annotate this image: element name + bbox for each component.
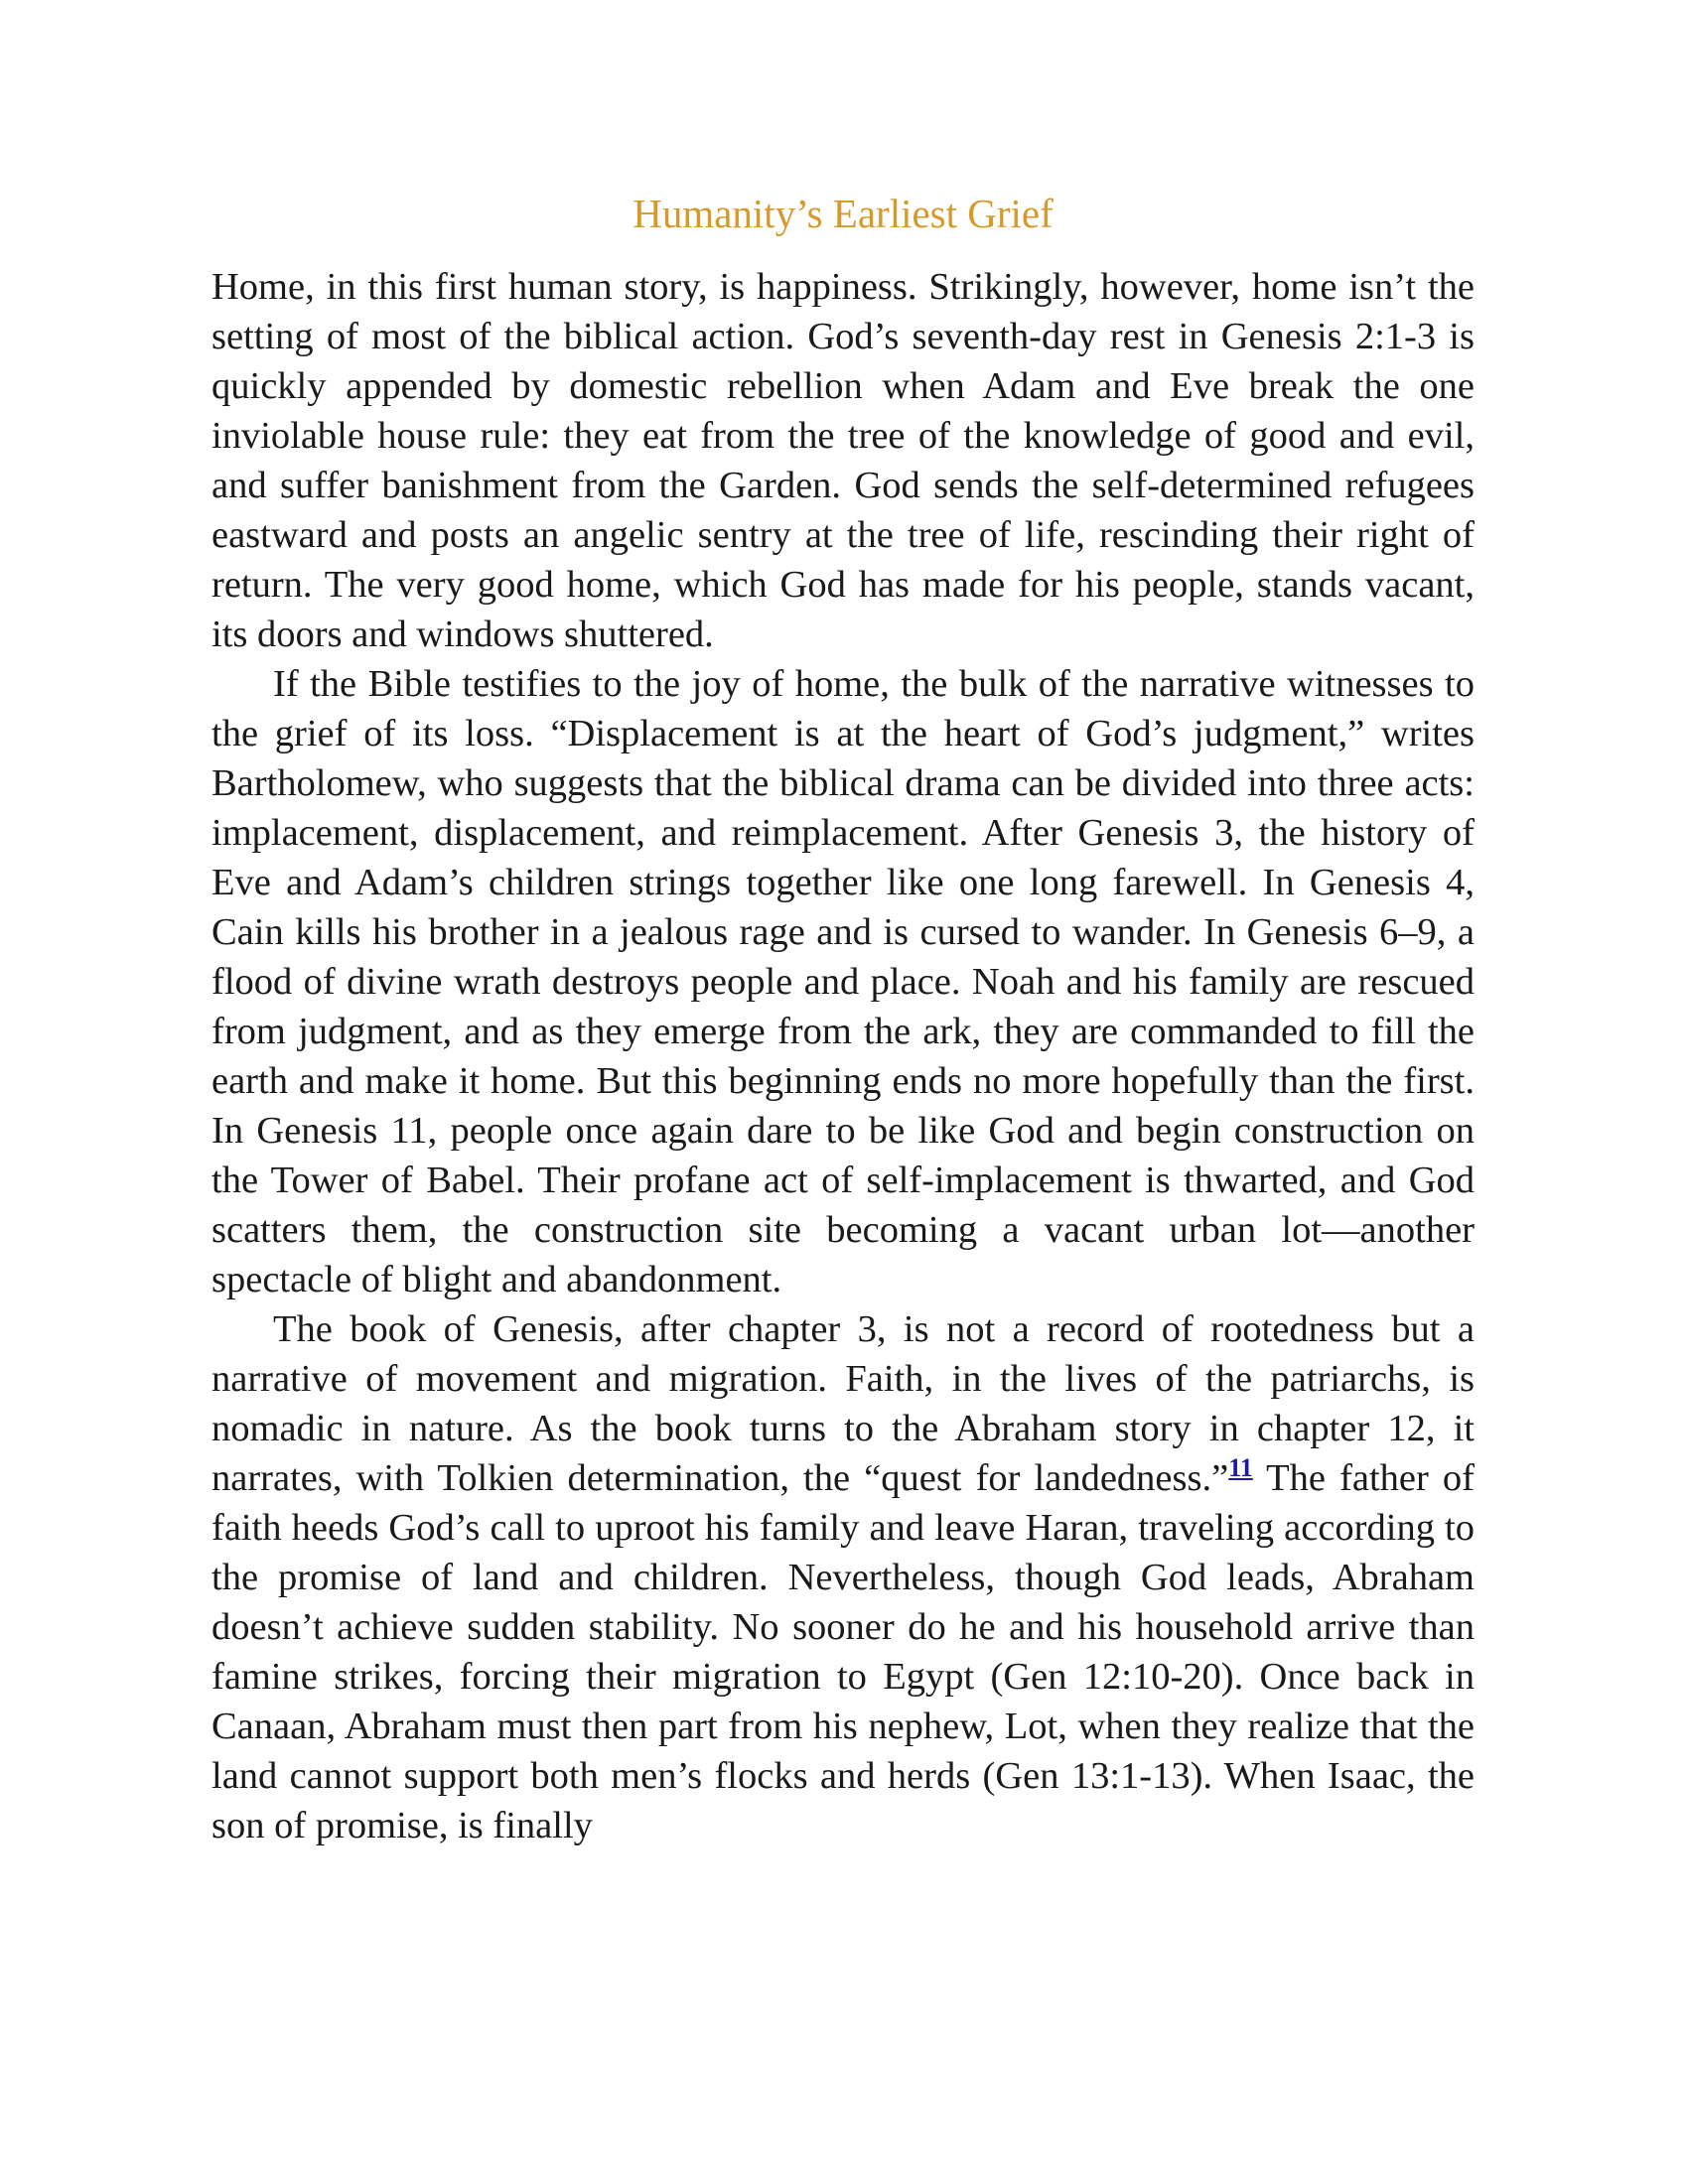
- footnote-link[interactable]: 11: [1228, 1453, 1253, 1483]
- paragraph-2: If the Bible testifies to the joy of home, the bulk of the narrative witnesses to the grief of its loss. “Displacement is at the heart of God’s judgment,” writes Bartholomew, who suggests that the biblical drama can be divided into three acts: implacement, displacement, and reimplacement. After Genesis 3, the history of Eve and Adam’s children strings together like one long farewell. In Genesis 4, Cain kills his brother in a jealous rage and is cursed to wander. In Genesis 6–9, a flood of divine wrath destroys people and place. Noah and his family are rescued from judgment, and as they emerge from the ark, they are commanded to fill the earth and make it home. But this beginning ends no more hopefully than the first. In Genesis 11, people once again dare to be like God and begin construction on the Tower of Babel. Their profane act of self-implacement is thwarted, and God scatters them, the construction site becoming a vacant urban lot—another spectacle of blight and abandonment.: [211, 663, 1475, 1300]
- paragraph-1: Home, in this first human story, is happiness. Strikingly, however, home isn’t the setting of most of the biblical action. God’s seventh-day rest in Genesis 2:1-3 is quickly appended by domestic rebellion when Adam and Eve break the one inviolable house rule: they eat from the tree of the knowledge of good and evil, and suffer banishment from the Garden. God sends the self-determined refugees eastward and posts an angelic sentry at the tree of life, rescinding their right of return. The very good home, which God has made for his people, stands vacant, its doors and windows shuttered.: [211, 266, 1475, 655]
- paragraph-3-text-before: The book of Genesis, after chapter 3, is not a record of rootedness but a narrative of movement and migration. Faith, in the lives of the patriarchs, is nomadic in nature. As the book turns to the Abraham story in chapter 12, it narrates, with Tolkien determination, the “quest for landedness.”: [211, 1308, 1475, 1499]
- paragraph-3-text-after: The father of faith heeds God’s call to uproot his family and leave Haran, traveling according to the promise of land and children. Nevertheless, though God leads, Abraham doesn’t achieve sudden stability. No sooner do he and his household arrive than famine strikes, forcing their migration to Egypt (Gen 12:10-20). Once back in Canaan, Abraham must then part from his nephew, Lot, when they realize that the land cannot support both men’s flocks and herds (Gen 13:1-13). When Isaac, the son of promise, is finally: [211, 1457, 1475, 1846]
- chapter-title: Humanity’s Earliest Grief: [633, 191, 1054, 236]
- paragraph-3: [211, 1304, 1475, 1850]
- page-content: [211, 189, 1475, 1850]
